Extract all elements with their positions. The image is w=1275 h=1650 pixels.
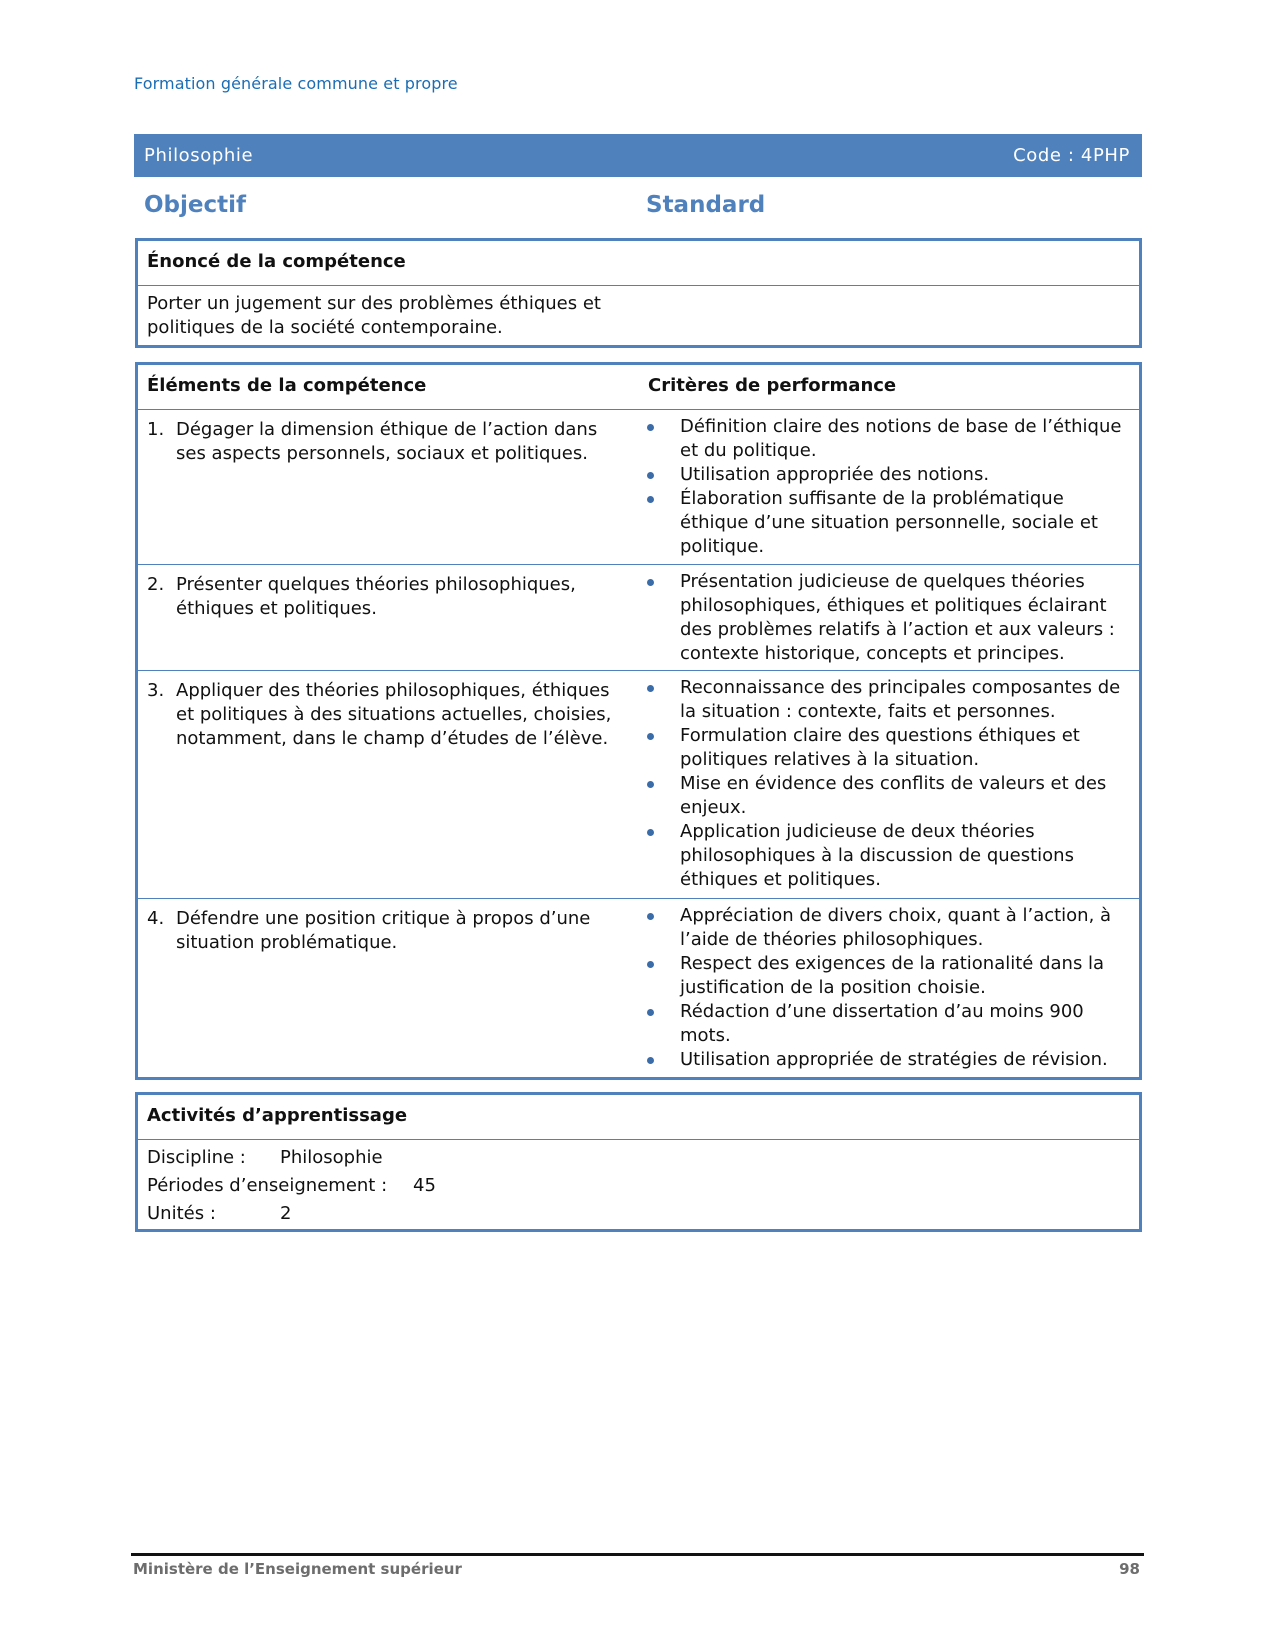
periodes-row bbox=[147, 1172, 1130, 1200]
criterion-item bbox=[643, 724, 1133, 772]
footer-publisher: Ministère de l’Enseignement supérieur bbox=[133, 1560, 462, 1578]
element-number: 3. bbox=[147, 680, 165, 701]
bullet-icon bbox=[647, 829, 654, 836]
unites-label: Unités : bbox=[147, 1203, 216, 1224]
discipline-row bbox=[147, 1144, 1130, 1172]
table-row bbox=[138, 671, 1139, 899]
criterion-text: Respect des exigences de la rationalité dans la justification de la position choisie. bbox=[680, 953, 1105, 998]
elements-table bbox=[135, 362, 1142, 1080]
standard-heading: Standard bbox=[646, 192, 766, 218]
element-cell bbox=[147, 418, 617, 466]
elements-heading: Éléments de la compétence bbox=[147, 375, 427, 396]
criteres-heading: Critères de performance bbox=[648, 375, 897, 396]
course-code: Code : 4PHP bbox=[1013, 145, 1130, 166]
criterion-text: Reconnaissance des principales composantes de la situation : contexte, faits et personnes. bbox=[680, 677, 1121, 722]
element-text: Défendre une position critique à propos d’une situation problématique. bbox=[176, 908, 591, 953]
criteria-cell bbox=[643, 415, 1133, 559]
bullet-icon bbox=[647, 781, 654, 788]
criterion-text: Application judicieuse de deux théories philosophiques à la discussion de questions éthiques et politiques. bbox=[680, 821, 1074, 890]
page-number: 98 bbox=[1119, 1560, 1140, 1578]
criterion-item bbox=[643, 676, 1133, 724]
elements-table-header bbox=[138, 365, 1139, 410]
criterion-item bbox=[643, 952, 1133, 1000]
column-headings bbox=[144, 192, 1144, 224]
criterion-item bbox=[643, 570, 1133, 666]
table-row bbox=[138, 565, 1139, 671]
course-title-bar bbox=[134, 134, 1142, 177]
criteria-cell bbox=[643, 904, 1133, 1072]
running-head: Formation générale commune et propre bbox=[134, 74, 458, 93]
bullet-icon bbox=[647, 579, 654, 586]
criterion-text: Mise en évidence des conflits de valeurs et des enjeux. bbox=[680, 773, 1107, 818]
bullet-icon bbox=[647, 733, 654, 740]
table-row bbox=[138, 410, 1139, 565]
footer-divider bbox=[131, 1553, 1144, 1556]
periodes-label: Périodes d’enseignement : bbox=[147, 1175, 388, 1196]
criteria-cell bbox=[643, 676, 1133, 892]
activites-heading: Activités d’apprentissage bbox=[138, 1095, 1139, 1140]
enonce-text: Porter un jugement sur des problèmes éthiques et politiques de la société contemporaine. bbox=[147, 293, 601, 338]
criterion-text: Définition claire des notions de base de l’éthique et du politique. bbox=[680, 416, 1122, 461]
criterion-text: Utilisation appropriée de stratégies de révision. bbox=[680, 1049, 1108, 1070]
unites-row bbox=[147, 1200, 1130, 1228]
criterion-text: Appréciation de divers choix, quant à l’action, à l’aide de théories philosophiques. bbox=[680, 905, 1112, 950]
criterion-item bbox=[643, 772, 1133, 820]
table-row bbox=[138, 899, 1139, 1080]
activites-details bbox=[138, 1140, 1139, 1232]
criteria-cell bbox=[643, 570, 1133, 666]
discipline-value: Philosophie bbox=[280, 1147, 383, 1168]
element-number: 4. bbox=[147, 908, 165, 929]
bullet-icon bbox=[647, 424, 654, 431]
element-cell bbox=[147, 679, 617, 751]
element-cell bbox=[147, 573, 617, 621]
criterion-item bbox=[643, 820, 1133, 892]
criterion-item bbox=[643, 463, 1133, 487]
activites-box bbox=[135, 1092, 1142, 1232]
bullet-icon bbox=[647, 472, 654, 479]
criterion-item bbox=[643, 415, 1133, 463]
criterion-item bbox=[643, 487, 1133, 559]
criterion-text: Présentation judicieuse de quelques théories philosophiques, éthiques et politiques éclairant des problèmes relatifs à l’action et aux valeurs : contexte historique, concepts et principes. bbox=[680, 571, 1115, 664]
element-text: Appliquer des théories philosophiques, éthiques et politiques à des situations actuelles, choisies, notamment, dans le champ d’études de l’élève. bbox=[176, 680, 612, 749]
criterion-text: Formulation claire des questions éthiques et politiques relatives à la situation. bbox=[680, 725, 1080, 770]
element-number: 2. bbox=[147, 574, 165, 595]
element-cell bbox=[147, 907, 617, 955]
discipline-label: Discipline : bbox=[147, 1147, 246, 1168]
element-text: Dégager la dimension éthique de l’action dans ses aspects personnels, sociaux et politiques. bbox=[176, 419, 598, 464]
course-subject: Philosophie bbox=[144, 145, 254, 166]
element-text: Présenter quelques théories philosophiques, éthiques et politiques. bbox=[176, 574, 576, 619]
bullet-icon bbox=[647, 1009, 654, 1016]
criterion-text: Élaboration suffisante de la problématique éthique d’une situation personnelle, sociale et politique. bbox=[680, 488, 1098, 557]
objectif-heading: Objectif bbox=[144, 192, 247, 218]
criterion-text: Utilisation appropriée des notions. bbox=[680, 464, 990, 485]
criterion-item bbox=[643, 1000, 1133, 1048]
bullet-icon bbox=[647, 685, 654, 692]
periodes-value: 45 bbox=[413, 1175, 436, 1196]
enonce-heading: Énoncé de la compétence bbox=[138, 241, 1139, 286]
criterion-text: Rédaction d’une dissertation d’au moins 900 mots. bbox=[680, 1001, 1084, 1046]
unites-value: 2 bbox=[280, 1203, 292, 1224]
bullet-icon bbox=[647, 913, 654, 920]
criterion-item bbox=[643, 904, 1133, 952]
criterion-item bbox=[643, 1048, 1133, 1072]
enonce-box bbox=[135, 238, 1142, 348]
bullet-icon bbox=[647, 1057, 654, 1064]
bullet-icon bbox=[647, 961, 654, 968]
element-number: 1. bbox=[147, 419, 165, 440]
bullet-icon bbox=[647, 496, 654, 503]
